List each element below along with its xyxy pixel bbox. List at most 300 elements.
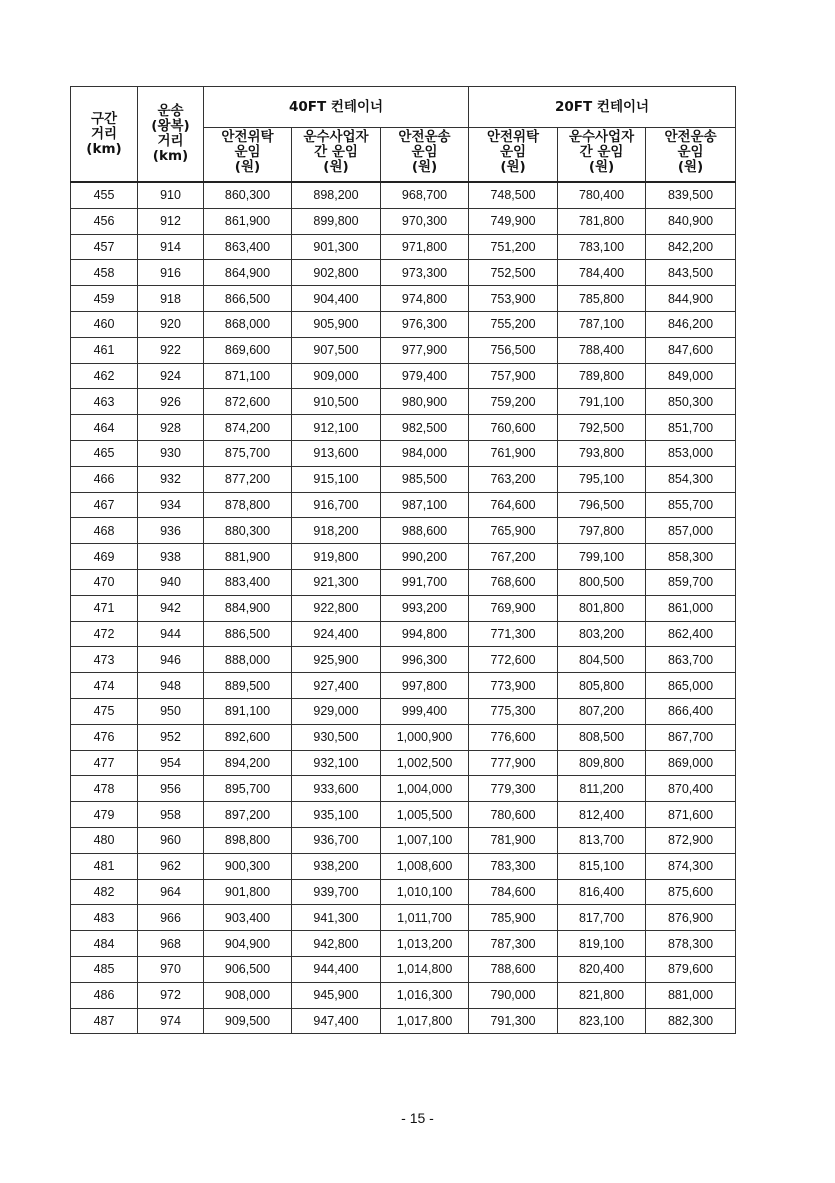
cell-40ft-safety-transport: 968,700	[381, 182, 469, 208]
cell-40ft-safety-consign: 860,300	[204, 182, 292, 208]
cell-20ft-carrier-between: 785,800	[558, 286, 646, 312]
cell-section-distance: 465	[71, 440, 138, 466]
cell-40ft-carrier-between: 938,200	[292, 853, 381, 879]
cell-40ft-safety-transport: 1,008,600	[381, 853, 469, 879]
cell-20ft-carrier-between: 805,800	[558, 673, 646, 699]
cell-40ft-safety-consign: 877,200	[204, 466, 292, 492]
cell-20ft-safety-transport: 859,700	[646, 569, 736, 595]
cell-40ft-safety-consign: 883,400	[204, 569, 292, 595]
cell-20ft-carrier-between: 788,400	[558, 337, 646, 363]
cell-40ft-safety-transport: 985,500	[381, 466, 469, 492]
cell-transport-distance: 964	[138, 879, 204, 905]
cell-40ft-safety-transport: 979,400	[381, 363, 469, 389]
table-row	[71, 440, 736, 466]
table-row	[71, 905, 736, 931]
header-20ft-safety-consign: 안전위탁 운임 (원)	[469, 128, 558, 183]
cell-transport-distance: 950	[138, 698, 204, 724]
cell-20ft-safety-transport: 846,200	[646, 311, 736, 337]
cell-40ft-safety-transport: 993,200	[381, 595, 469, 621]
cell-20ft-safety-transport: 854,300	[646, 466, 736, 492]
table-row	[71, 853, 736, 879]
cell-20ft-safety-transport: 839,500	[646, 182, 736, 208]
cell-20ft-carrier-between: 787,100	[558, 311, 646, 337]
cell-20ft-safety-consign: 757,900	[469, 363, 558, 389]
cell-20ft-safety-transport: 844,900	[646, 286, 736, 312]
cell-20ft-safety-transport: 857,000	[646, 518, 736, 544]
cell-40ft-carrier-between: 916,700	[292, 492, 381, 518]
cell-40ft-safety-consign: 889,500	[204, 673, 292, 699]
table-row	[71, 647, 736, 673]
table-header	[71, 87, 736, 183]
cell-40ft-safety-transport: 1,017,800	[381, 1008, 469, 1034]
cell-40ft-safety-consign: 872,600	[204, 389, 292, 415]
cell-section-distance: 459	[71, 286, 138, 312]
cell-section-distance: 468	[71, 518, 138, 544]
cell-40ft-safety-consign: 875,700	[204, 440, 292, 466]
cell-transport-distance: 922	[138, 337, 204, 363]
table-row	[71, 802, 736, 828]
cell-transport-distance: 918	[138, 286, 204, 312]
cell-40ft-safety-transport: 977,900	[381, 337, 469, 363]
cell-20ft-safety-transport: 849,000	[646, 363, 736, 389]
cell-transport-distance: 916	[138, 260, 204, 286]
freight-rate-table	[70, 86, 736, 1034]
cell-20ft-safety-consign: 752,500	[469, 260, 558, 286]
cell-20ft-carrier-between: 821,800	[558, 982, 646, 1008]
cell-section-distance: 475	[71, 698, 138, 724]
cell-transport-distance: 974	[138, 1008, 204, 1034]
table-row	[71, 827, 736, 853]
cell-40ft-carrier-between: 945,900	[292, 982, 381, 1008]
table-row	[71, 286, 736, 312]
cell-40ft-safety-transport: 971,800	[381, 234, 469, 260]
cell-20ft-carrier-between: 817,700	[558, 905, 646, 931]
table-row	[71, 337, 736, 363]
cell-20ft-carrier-between: 799,100	[558, 544, 646, 570]
cell-transport-distance: 960	[138, 827, 204, 853]
cell-20ft-carrier-between: 800,500	[558, 569, 646, 595]
cell-40ft-carrier-between: 912,100	[292, 415, 381, 441]
cell-20ft-safety-transport: 878,300	[646, 931, 736, 957]
cell-40ft-safety-consign: 881,900	[204, 544, 292, 570]
cell-20ft-safety-consign: 768,600	[469, 569, 558, 595]
table-row	[71, 776, 736, 802]
cell-20ft-safety-consign: 772,600	[469, 647, 558, 673]
cell-20ft-carrier-between: 793,800	[558, 440, 646, 466]
cell-40ft-carrier-between: 922,800	[292, 595, 381, 621]
cell-40ft-carrier-between: 910,500	[292, 389, 381, 415]
cell-40ft-safety-consign: 904,900	[204, 931, 292, 957]
cell-20ft-safety-consign: 765,900	[469, 518, 558, 544]
table-body	[71, 182, 736, 1034]
table-row	[71, 621, 736, 647]
cell-40ft-safety-transport: 999,400	[381, 698, 469, 724]
table-row	[71, 673, 736, 699]
cell-40ft-carrier-between: 907,500	[292, 337, 381, 363]
cell-section-distance: 472	[71, 621, 138, 647]
cell-40ft-safety-transport: 1,004,000	[381, 776, 469, 802]
cell-20ft-safety-consign: 769,900	[469, 595, 558, 621]
cell-transport-distance: 912	[138, 208, 204, 234]
cell-40ft-safety-consign: 866,500	[204, 286, 292, 312]
cell-40ft-carrier-between: 933,600	[292, 776, 381, 802]
cell-section-distance: 481	[71, 853, 138, 879]
cell-transport-distance: 948	[138, 673, 204, 699]
cell-section-distance: 467	[71, 492, 138, 518]
cell-20ft-safety-consign: 753,900	[469, 286, 558, 312]
cell-20ft-safety-transport: 870,400	[646, 776, 736, 802]
header-section-distance: 구간 거리 (km)	[71, 87, 138, 183]
cell-section-distance: 471	[71, 595, 138, 621]
cell-40ft-safety-consign: 871,100	[204, 363, 292, 389]
cell-40ft-safety-transport: 1,005,500	[381, 802, 469, 828]
cell-20ft-safety-consign: 791,300	[469, 1008, 558, 1034]
cell-40ft-carrier-between: 899,800	[292, 208, 381, 234]
cell-transport-distance: 940	[138, 569, 204, 595]
cell-40ft-safety-consign: 861,900	[204, 208, 292, 234]
table-row	[71, 260, 736, 286]
cell-20ft-carrier-between: 797,800	[558, 518, 646, 544]
cell-40ft-carrier-between: 918,200	[292, 518, 381, 544]
cell-40ft-safety-transport: 980,900	[381, 389, 469, 415]
cell-40ft-safety-consign: 897,200	[204, 802, 292, 828]
cell-transport-distance: 944	[138, 621, 204, 647]
cell-40ft-safety-consign: 863,400	[204, 234, 292, 260]
cell-section-distance: 456	[71, 208, 138, 234]
cell-40ft-safety-consign: 894,200	[204, 750, 292, 776]
cell-40ft-safety-consign: 878,800	[204, 492, 292, 518]
cell-20ft-safety-consign: 755,200	[469, 311, 558, 337]
cell-20ft-safety-transport: 842,200	[646, 234, 736, 260]
cell-40ft-safety-transport: 1,016,300	[381, 982, 469, 1008]
cell-40ft-carrier-between: 901,300	[292, 234, 381, 260]
cell-transport-distance: 924	[138, 363, 204, 389]
cell-20ft-safety-transport: 874,300	[646, 853, 736, 879]
cell-20ft-safety-consign: 773,900	[469, 673, 558, 699]
cell-transport-distance: 930	[138, 440, 204, 466]
cell-40ft-safety-transport: 1,000,900	[381, 724, 469, 750]
cell-40ft-carrier-between: 924,400	[292, 621, 381, 647]
table-row	[71, 234, 736, 260]
cell-40ft-safety-transport: 990,200	[381, 544, 469, 570]
cell-transport-distance: 928	[138, 415, 204, 441]
table-row	[71, 311, 736, 337]
cell-40ft-safety-transport: 982,500	[381, 415, 469, 441]
table-row	[71, 982, 736, 1008]
cell-40ft-safety-consign: 898,800	[204, 827, 292, 853]
table-row	[71, 956, 736, 982]
cell-section-distance: 480	[71, 827, 138, 853]
table-row	[71, 698, 736, 724]
cell-40ft-carrier-between: 913,600	[292, 440, 381, 466]
cell-20ft-carrier-between: 808,500	[558, 724, 646, 750]
cell-20ft-safety-consign: 760,600	[469, 415, 558, 441]
cell-20ft-safety-transport: 876,900	[646, 905, 736, 931]
cell-20ft-carrier-between: 815,100	[558, 853, 646, 879]
cell-20ft-safety-consign: 779,300	[469, 776, 558, 802]
cell-20ft-safety-transport: 871,600	[646, 802, 736, 828]
cell-40ft-safety-transport: 1,011,700	[381, 905, 469, 931]
cell-40ft-carrier-between: 902,800	[292, 260, 381, 286]
cell-20ft-safety-consign: 783,300	[469, 853, 558, 879]
header-20ft-safety-transport: 안전운송 운임 (원)	[646, 128, 736, 183]
cell-40ft-carrier-between: 927,400	[292, 673, 381, 699]
cell-section-distance: 473	[71, 647, 138, 673]
cell-40ft-carrier-between: 921,300	[292, 569, 381, 595]
cell-transport-distance: 914	[138, 234, 204, 260]
cell-20ft-carrier-between: 816,400	[558, 879, 646, 905]
cell-20ft-safety-transport: 851,700	[646, 415, 736, 441]
cell-40ft-safety-transport: 974,800	[381, 286, 469, 312]
cell-20ft-carrier-between: 804,500	[558, 647, 646, 673]
cell-40ft-safety-transport: 988,600	[381, 518, 469, 544]
cell-40ft-safety-transport: 970,300	[381, 208, 469, 234]
cell-20ft-carrier-between: 781,800	[558, 208, 646, 234]
cell-transport-distance: 926	[138, 389, 204, 415]
cell-40ft-safety-transport: 1,002,500	[381, 750, 469, 776]
cell-40ft-carrier-between: 930,500	[292, 724, 381, 750]
cell-section-distance: 479	[71, 802, 138, 828]
cell-transport-distance: 920	[138, 311, 204, 337]
cell-20ft-safety-transport: 881,000	[646, 982, 736, 1008]
cell-40ft-safety-transport: 973,300	[381, 260, 469, 286]
cell-40ft-carrier-between: 915,100	[292, 466, 381, 492]
header-transport-distance: 운송 (왕복) 거리 (km)	[138, 87, 204, 183]
cell-transport-distance: 952	[138, 724, 204, 750]
cell-40ft-safety-transport: 1,013,200	[381, 931, 469, 957]
cell-40ft-safety-consign: 884,900	[204, 595, 292, 621]
cell-20ft-carrier-between: 809,800	[558, 750, 646, 776]
table-row	[71, 595, 736, 621]
cell-40ft-carrier-between: 898,200	[292, 182, 381, 208]
cell-20ft-safety-transport: 850,300	[646, 389, 736, 415]
cell-20ft-safety-consign: 771,300	[469, 621, 558, 647]
cell-40ft-carrier-between: 944,400	[292, 956, 381, 982]
cell-20ft-safety-consign: 787,300	[469, 931, 558, 957]
cell-40ft-safety-consign: 874,200	[204, 415, 292, 441]
cell-section-distance: 485	[71, 956, 138, 982]
cell-40ft-carrier-between: 932,100	[292, 750, 381, 776]
page-number: - 15 -	[401, 1110, 434, 1126]
cell-40ft-carrier-between: 941,300	[292, 905, 381, 931]
cell-section-distance: 477	[71, 750, 138, 776]
cell-20ft-carrier-between: 783,100	[558, 234, 646, 260]
cell-40ft-safety-transport: 994,800	[381, 621, 469, 647]
table-row	[71, 724, 736, 750]
cell-40ft-safety-transport: 1,014,800	[381, 956, 469, 982]
cell-section-distance: 469	[71, 544, 138, 570]
cell-40ft-carrier-between: 947,400	[292, 1008, 381, 1034]
cell-20ft-safety-transport: 861,000	[646, 595, 736, 621]
cell-section-distance: 458	[71, 260, 138, 286]
cell-20ft-safety-consign: 777,900	[469, 750, 558, 776]
cell-20ft-safety-transport: 858,300	[646, 544, 736, 570]
table-row	[71, 415, 736, 441]
cell-20ft-safety-transport: 862,400	[646, 621, 736, 647]
cell-20ft-safety-transport: 879,600	[646, 956, 736, 982]
cell-40ft-safety-transport: 1,007,100	[381, 827, 469, 853]
cell-20ft-safety-transport: 847,600	[646, 337, 736, 363]
cell-40ft-safety-consign: 868,000	[204, 311, 292, 337]
cell-20ft-safety-transport: 869,000	[646, 750, 736, 776]
header-40ft-safety-consign: 안전위탁 운임 (원)	[204, 128, 292, 183]
cell-40ft-carrier-between: 942,800	[292, 931, 381, 957]
cell-20ft-safety-consign: 751,200	[469, 234, 558, 260]
cell-20ft-carrier-between: 811,200	[558, 776, 646, 802]
cell-40ft-safety-consign: 895,700	[204, 776, 292, 802]
cell-section-distance: 466	[71, 466, 138, 492]
cell-transport-distance: 954	[138, 750, 204, 776]
cell-40ft-safety-transport: 996,300	[381, 647, 469, 673]
cell-transport-distance: 934	[138, 492, 204, 518]
cell-20ft-safety-consign: 761,900	[469, 440, 558, 466]
cell-20ft-safety-consign: 785,900	[469, 905, 558, 931]
cell-20ft-safety-consign: 767,200	[469, 544, 558, 570]
cell-40ft-safety-consign: 900,300	[204, 853, 292, 879]
cell-20ft-safety-consign: 784,600	[469, 879, 558, 905]
cell-40ft-safety-consign: 892,600	[204, 724, 292, 750]
cell-20ft-safety-transport: 882,300	[646, 1008, 736, 1034]
cell-20ft-carrier-between: 791,100	[558, 389, 646, 415]
cell-section-distance: 474	[71, 673, 138, 699]
cell-transport-distance: 966	[138, 905, 204, 931]
table-row	[71, 879, 736, 905]
cell-transport-distance: 958	[138, 802, 204, 828]
cell-20ft-safety-consign: 759,200	[469, 389, 558, 415]
cell-section-distance: 478	[71, 776, 138, 802]
header-20ft-carrier-between: 운수사업자 간 운임 (원)	[558, 128, 646, 183]
cell-40ft-carrier-between: 919,800	[292, 544, 381, 570]
cell-20ft-carrier-between: 813,700	[558, 827, 646, 853]
cell-40ft-carrier-between: 925,900	[292, 647, 381, 673]
cell-transport-distance: 932	[138, 466, 204, 492]
cell-20ft-safety-transport: 863,700	[646, 647, 736, 673]
cell-40ft-safety-consign: 880,300	[204, 518, 292, 544]
table-row	[71, 208, 736, 234]
cell-20ft-carrier-between: 803,200	[558, 621, 646, 647]
cell-40ft-safety-consign: 906,500	[204, 956, 292, 982]
cell-20ft-safety-transport: 865,000	[646, 673, 736, 699]
table-row	[71, 750, 736, 776]
cell-20ft-safety-consign: 790,000	[469, 982, 558, 1008]
cell-transport-distance: 970	[138, 956, 204, 982]
cell-20ft-safety-transport: 867,700	[646, 724, 736, 750]
cell-20ft-safety-consign: 756,500	[469, 337, 558, 363]
cell-section-distance: 483	[71, 905, 138, 931]
cell-40ft-safety-consign: 908,000	[204, 982, 292, 1008]
cell-section-distance: 486	[71, 982, 138, 1008]
cell-section-distance: 470	[71, 569, 138, 595]
cell-transport-distance: 942	[138, 595, 204, 621]
table-row	[71, 466, 736, 492]
cell-40ft-safety-transport: 984,000	[381, 440, 469, 466]
table-row	[71, 931, 736, 957]
cell-40ft-safety-consign: 891,100	[204, 698, 292, 724]
cell-section-distance: 464	[71, 415, 138, 441]
cell-20ft-carrier-between: 807,200	[558, 698, 646, 724]
cell-transport-distance: 956	[138, 776, 204, 802]
table-row	[71, 544, 736, 570]
cell-20ft-safety-transport: 866,400	[646, 698, 736, 724]
cell-section-distance: 476	[71, 724, 138, 750]
cell-40ft-carrier-between: 904,400	[292, 286, 381, 312]
table-row	[71, 1008, 736, 1034]
cell-20ft-carrier-between: 812,400	[558, 802, 646, 828]
cell-20ft-carrier-between: 819,100	[558, 931, 646, 957]
cell-20ft-safety-consign: 788,600	[469, 956, 558, 982]
cell-transport-distance: 946	[138, 647, 204, 673]
cell-20ft-safety-transport: 855,700	[646, 492, 736, 518]
table-row	[71, 569, 736, 595]
cell-20ft-carrier-between: 792,500	[558, 415, 646, 441]
table-row	[71, 492, 736, 518]
table-row	[71, 182, 736, 208]
header-group-20ft: 20FT 컨테이너	[469, 87, 736, 128]
cell-40ft-carrier-between: 909,000	[292, 363, 381, 389]
cell-transport-distance: 962	[138, 853, 204, 879]
cell-20ft-safety-transport: 872,900	[646, 827, 736, 853]
cell-40ft-safety-consign: 888,000	[204, 647, 292, 673]
header-40ft-safety-transport: 안전운송 운임 (원)	[381, 128, 469, 183]
cell-section-distance: 487	[71, 1008, 138, 1034]
cell-transport-distance: 968	[138, 931, 204, 957]
header-40ft-carrier-between: 운수사업자 간 운임 (원)	[292, 128, 381, 183]
cell-40ft-safety-consign: 901,800	[204, 879, 292, 905]
cell-40ft-carrier-between: 939,700	[292, 879, 381, 905]
table-row	[71, 518, 736, 544]
cell-transport-distance: 910	[138, 182, 204, 208]
cell-20ft-carrier-between: 820,400	[558, 956, 646, 982]
cell-20ft-carrier-between: 823,100	[558, 1008, 646, 1034]
cell-20ft-safety-consign: 781,900	[469, 827, 558, 853]
cell-40ft-safety-transport: 991,700	[381, 569, 469, 595]
cell-40ft-safety-consign: 909,500	[204, 1008, 292, 1034]
cell-transport-distance: 938	[138, 544, 204, 570]
cell-20ft-safety-transport: 853,000	[646, 440, 736, 466]
cell-40ft-carrier-between: 905,900	[292, 311, 381, 337]
cell-section-distance: 455	[71, 182, 138, 208]
cell-20ft-carrier-between: 795,100	[558, 466, 646, 492]
cell-20ft-safety-transport: 843,500	[646, 260, 736, 286]
cell-40ft-safety-transport: 1,010,100	[381, 879, 469, 905]
cell-20ft-safety-consign: 780,600	[469, 802, 558, 828]
cell-section-distance: 460	[71, 311, 138, 337]
cell-section-distance: 462	[71, 363, 138, 389]
cell-section-distance: 482	[71, 879, 138, 905]
table-row	[71, 363, 736, 389]
cell-40ft-safety-consign: 886,500	[204, 621, 292, 647]
cell-40ft-carrier-between: 935,100	[292, 802, 381, 828]
cell-20ft-safety-consign: 776,600	[469, 724, 558, 750]
cell-section-distance: 484	[71, 931, 138, 957]
cell-section-distance: 463	[71, 389, 138, 415]
header-group-40ft: 40FT 컨테이너	[204, 87, 469, 128]
cell-20ft-safety-consign: 775,300	[469, 698, 558, 724]
cell-20ft-carrier-between: 784,400	[558, 260, 646, 286]
cell-40ft-safety-consign: 903,400	[204, 905, 292, 931]
cell-40ft-safety-transport: 976,300	[381, 311, 469, 337]
table-row	[71, 389, 736, 415]
cell-section-distance: 461	[71, 337, 138, 363]
cell-20ft-safety-consign: 749,900	[469, 208, 558, 234]
cell-40ft-safety-transport: 987,100	[381, 492, 469, 518]
cell-20ft-safety-consign: 764,600	[469, 492, 558, 518]
cell-40ft-carrier-between: 929,000	[292, 698, 381, 724]
cell-20ft-safety-transport: 840,900	[646, 208, 736, 234]
cell-20ft-safety-transport: 875,600	[646, 879, 736, 905]
cell-20ft-safety-consign: 763,200	[469, 466, 558, 492]
cell-20ft-safety-consign: 748,500	[469, 182, 558, 208]
